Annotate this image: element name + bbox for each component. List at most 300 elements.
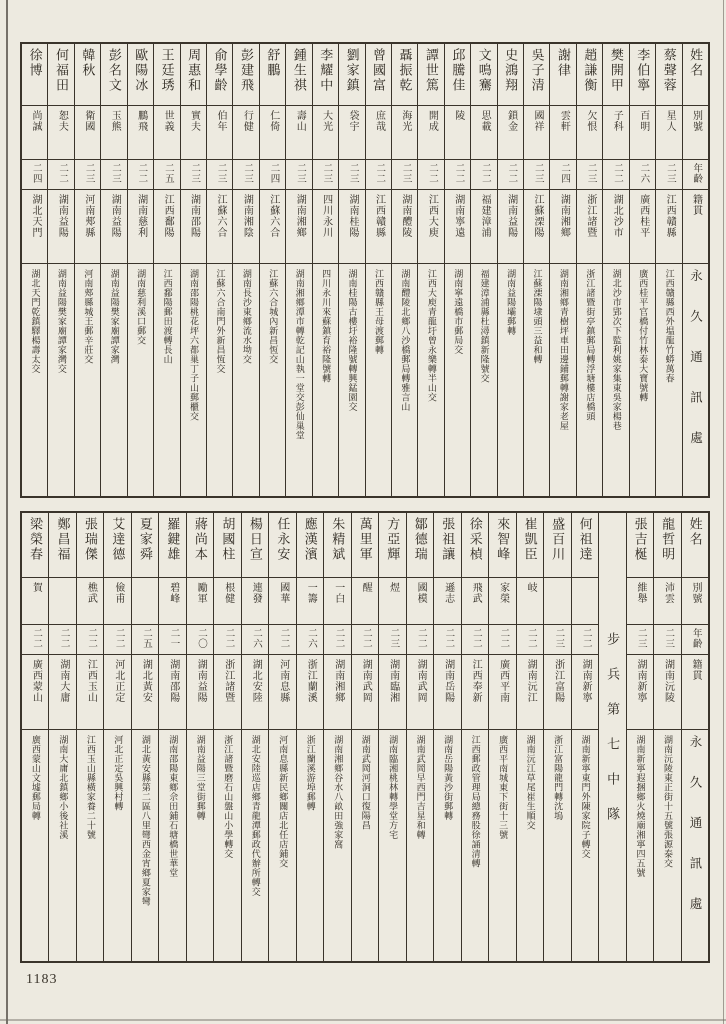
- person-alias-text: 雲軒: [558, 110, 570, 132]
- page-number: 1183: [26, 972, 58, 987]
- person-age: [392, 160, 417, 190]
- person-address: [627, 730, 653, 961]
- person-column: [286, 44, 312, 496]
- person-name: [392, 44, 417, 106]
- person-age-text: 二三: [388, 628, 399, 649]
- person-address-text: 廣西桂平官橋付竹林泰大寶號轉: [638, 269, 649, 402]
- person-name: [379, 513, 405, 578]
- person-native-text: 湖南益陽: [505, 194, 517, 238]
- person-alias: [104, 578, 130, 625]
- person-name-text: 崔凱臣: [522, 517, 538, 562]
- person-native-text: 江西鄱陽: [162, 194, 174, 238]
- person-age: [22, 625, 48, 655]
- person-name-text: 方亞輝: [385, 517, 401, 562]
- person-native-text: 湖南湘鄉: [558, 194, 570, 238]
- person-age: [550, 160, 575, 190]
- person-name-text: 趙謙衡: [582, 48, 598, 93]
- person-alias-text: 勵軍: [195, 582, 207, 604]
- person-name: [187, 513, 213, 578]
- person-address-text: 湖北天門乾鎮驛楊壽太交: [30, 269, 41, 374]
- person-address-text: 湖南邵陽東鄉佘田鋪石塘橋世華堂: [168, 735, 179, 878]
- person-address-text: 浙江富陽龍門轉沈塢: [553, 735, 564, 821]
- person-age: [49, 625, 75, 655]
- person-alias: [462, 578, 488, 625]
- person-age-text: 二二: [427, 163, 438, 184]
- person-alias: [434, 578, 460, 625]
- person-native: [418, 190, 443, 264]
- person-native: [434, 655, 460, 730]
- person-name-text: 劉家鎮: [344, 48, 360, 93]
- person-age-text: 二三: [400, 163, 411, 184]
- person-alias: [577, 106, 602, 160]
- person-name: [128, 44, 153, 106]
- person-column: [418, 44, 444, 496]
- person-name: [418, 44, 443, 106]
- person-address: [101, 264, 126, 496]
- person-alias-text: 世義: [162, 110, 174, 132]
- person-native: [379, 655, 405, 730]
- row-header-native: [682, 655, 708, 730]
- person-age-text: 二二: [113, 628, 124, 649]
- person-native: [214, 655, 240, 730]
- person-alias: [75, 106, 100, 160]
- person-alias-text: 庶哉: [373, 110, 385, 132]
- person-native: [269, 655, 295, 730]
- person-age: [418, 160, 443, 190]
- row-header-age-text: 年齡: [691, 163, 702, 184]
- person-address: [517, 730, 543, 961]
- person-native-text: 江蘇六合: [214, 194, 226, 238]
- person-address: [132, 730, 158, 961]
- person-alias: [572, 578, 598, 625]
- person-column: [352, 513, 379, 961]
- person-name-text: 譚世篤: [423, 48, 439, 93]
- row-header-native-text: 籍貫: [690, 194, 702, 216]
- person-address: [603, 264, 628, 496]
- person-age: [656, 160, 681, 190]
- person-native-text: 湖南湘鄉: [332, 659, 344, 703]
- person-name-text: 鍾生祺: [291, 48, 307, 93]
- person-address: [577, 264, 602, 496]
- person-name-text: 韓秋: [80, 48, 96, 78]
- person-age-text: 二二: [479, 163, 490, 184]
- person-name-text: 謝律: [556, 48, 571, 78]
- person-column: [654, 513, 681, 961]
- person-alias-text: 家榮: [497, 582, 509, 604]
- person-address: [630, 264, 655, 496]
- person-address-text: 湖南益陽壩郵轉: [506, 269, 517, 336]
- person-address-text: 湖南新寧東門外陳家院子轉交: [580, 735, 591, 859]
- person-name-text: 胡國柱: [220, 517, 236, 562]
- person-alias-text: 實夫: [188, 110, 200, 132]
- person-native-text: 湖南益陽: [109, 194, 121, 238]
- person-age-text: 二二: [415, 628, 426, 649]
- person-native: [48, 190, 73, 264]
- person-address: [313, 264, 338, 496]
- person-age: [154, 160, 179, 190]
- person-address-text: 廣西平南城東下街十三號: [498, 735, 509, 840]
- person-address: [544, 730, 570, 961]
- person-name: [297, 513, 323, 578]
- person-address-text: 河北正定吳興村轉: [113, 735, 124, 811]
- person-name: [577, 44, 602, 106]
- person-address-text: 河南郟縣城王郵辛莊交: [83, 269, 94, 364]
- person-native-text: 湖南醴陵: [399, 194, 411, 238]
- person-address: [154, 264, 179, 496]
- person-alias: [656, 106, 681, 160]
- person-address: [22, 264, 47, 496]
- person-name-text: 萬里軍: [357, 517, 373, 562]
- person-age: [233, 160, 258, 190]
- person-address-text: 湖北沙市郢次下監利姚家集東吳家楊巷: [611, 269, 622, 431]
- person-age-text: 二三: [242, 163, 253, 184]
- person-address: [49, 730, 75, 961]
- person-name: [154, 44, 179, 106]
- person-name: [242, 513, 268, 578]
- person-alias-text: 伯年: [214, 110, 226, 132]
- person-alias-text: 衛國: [82, 110, 94, 132]
- person-name: [324, 513, 350, 578]
- person-address-text: 江西贛縣西外塭龍竹蟒萬春: [664, 269, 675, 383]
- person-age: [101, 160, 126, 190]
- person-alias-text: 一白: [332, 582, 344, 604]
- person-column: [434, 513, 461, 961]
- person-alias-text: 尚誠: [29, 110, 41, 132]
- person-alias-text: 沛雲: [662, 582, 674, 604]
- person-age-text: 二二: [31, 628, 42, 649]
- person-address-text: 湖南益陽三堂街郵轉: [195, 735, 206, 821]
- person-native-text: 湖南岳陽: [442, 659, 454, 703]
- person-address-text: 浙江諸暨磨石山盤山小學轉交: [223, 735, 234, 859]
- person-native: [517, 655, 543, 730]
- person-native: [366, 190, 391, 264]
- person-age-text: 二三: [553, 628, 564, 649]
- person-age-text: 二二: [57, 163, 68, 184]
- person-name-text: 應漢濱: [302, 517, 318, 562]
- person-age: [366, 160, 391, 190]
- person-age-text: 二三: [664, 163, 675, 184]
- person-name: [434, 513, 460, 578]
- person-age-text: 二三: [635, 628, 646, 649]
- person-name-text: 羅鍵雄: [165, 517, 181, 562]
- person-alias-text: 子科: [611, 110, 623, 132]
- person-name-text: 盛百川: [550, 517, 566, 562]
- person-address: [379, 730, 405, 961]
- person-address: [352, 730, 378, 961]
- person-name-text: 舒鵬: [265, 48, 281, 78]
- person-alias: [22, 578, 48, 625]
- person-age: [603, 160, 628, 190]
- person-name-text: 吳子清: [529, 48, 545, 93]
- person-age-text: 二二: [223, 628, 234, 649]
- person-native: [352, 655, 378, 730]
- person-age: [654, 625, 680, 655]
- person-address: [324, 730, 350, 961]
- scan-edge-bottom: [0, 1019, 726, 1021]
- person-name: [572, 513, 598, 578]
- person-age-text: 二二: [443, 628, 454, 649]
- row-header-address-text: 永久通訊處: [688, 735, 702, 938]
- person-alias: [544, 578, 570, 625]
- person-name-text: 蔡聲蓉: [661, 48, 677, 93]
- person-address: [339, 264, 364, 496]
- person-name: [656, 44, 681, 106]
- person-native-text: 湖南益陽: [56, 194, 68, 238]
- person-alias: [128, 106, 153, 160]
- person-alias: [297, 578, 323, 625]
- person-column: [517, 513, 544, 961]
- person-name: [286, 44, 311, 106]
- person-age-text: 二三: [189, 163, 200, 184]
- person-age-text: 二三: [585, 163, 596, 184]
- person-native-text: 湖南邵陽: [188, 194, 200, 238]
- person-age: [339, 160, 364, 190]
- person-name: [339, 44, 364, 106]
- person-age-text: 二二: [470, 628, 481, 649]
- person-column: [75, 44, 101, 496]
- person-address-text: 湖北安陸巡店鄉青龍潭郵政代辦所轉交: [250, 735, 261, 897]
- person-native-text: 福建漳浦: [479, 194, 491, 238]
- person-name: [544, 513, 570, 578]
- person-native-text: 江西玉山: [85, 659, 97, 703]
- person-age: [517, 625, 543, 655]
- person-alias: [242, 578, 268, 625]
- person-address: [445, 264, 470, 496]
- person-native: [260, 190, 285, 264]
- person-column: [489, 513, 516, 961]
- row-header-name: [683, 44, 708, 106]
- person-native-text: 湖南臨湘: [387, 659, 399, 703]
- row-header-address: [683, 264, 708, 496]
- person-alias: [630, 106, 655, 160]
- person-alias: [101, 106, 126, 160]
- person-alias-text: 鵬飛: [135, 110, 147, 132]
- person-alias: [214, 578, 240, 625]
- person-native: [498, 190, 523, 264]
- person-address: [214, 730, 240, 961]
- person-native: [630, 190, 655, 264]
- person-address: [75, 264, 100, 496]
- person-native: [524, 190, 549, 264]
- person-address: [550, 264, 575, 496]
- person-name-text: 張吉梴: [632, 517, 648, 562]
- person-address: [104, 730, 130, 961]
- person-name-text: 龍哲明: [660, 517, 676, 562]
- scan-edge-right: [723, 0, 724, 1024]
- person-alias-text: 連發: [250, 582, 262, 604]
- row-header-column: [683, 44, 708, 496]
- person-age: [207, 160, 232, 190]
- person-address-text: 河南息縣新民鄉關店北任店鋪交: [278, 735, 289, 868]
- person-alias-text: 仁倚: [267, 110, 279, 132]
- person-column: [104, 513, 131, 961]
- person-address: [366, 264, 391, 496]
- person-native-text: 江蘇溧陽: [532, 194, 543, 238]
- person-alias-text: 維舉: [635, 582, 647, 604]
- person-age: [489, 625, 515, 655]
- row-header-age-text: 年齡: [690, 628, 701, 649]
- person-age: [22, 160, 47, 190]
- person-alias-text: 恕夫: [56, 110, 68, 132]
- person-native: [242, 655, 268, 730]
- person-native-text: 浙江富陽: [552, 659, 564, 703]
- person-column: [132, 513, 159, 961]
- person-address: [159, 730, 185, 961]
- person-name-text: 張祖讓: [440, 517, 456, 562]
- person-name-text: 艾達德: [110, 517, 126, 562]
- person-native: [297, 655, 323, 730]
- person-native-text: 浙江諸暨: [222, 659, 234, 703]
- person-native-text: 江西贛縣: [664, 194, 676, 238]
- person-column: [22, 513, 49, 961]
- person-name-text: 李伯寧: [635, 48, 651, 93]
- person-native-text: 湖南新寧: [580, 659, 592, 703]
- row-header-alias-text: 別號: [690, 582, 701, 604]
- person-native-text: 湖北黃安: [140, 659, 152, 703]
- person-alias: [233, 106, 258, 160]
- person-native: [132, 655, 158, 730]
- row-header-name-text: 姓名: [687, 517, 703, 547]
- person-alias-text: 儉甫: [112, 582, 124, 604]
- person-native-text: 湖北安陸: [250, 659, 262, 703]
- person-name: [517, 513, 543, 578]
- person-alias: [22, 106, 47, 160]
- person-native: [187, 655, 213, 730]
- person-native: [128, 190, 153, 264]
- person-native: [656, 190, 681, 264]
- person-age: [242, 625, 268, 655]
- person-name-text: 彭建飛: [238, 48, 254, 93]
- person-age-text: 二二: [278, 628, 289, 649]
- person-age: [214, 625, 240, 655]
- person-address-text: 湖南沅江草尾崔生順交: [525, 735, 536, 830]
- person-age-text: 二二: [360, 628, 371, 649]
- row-header-address-text: 永久通訊處: [688, 269, 703, 472]
- row-header-alias: [682, 578, 708, 625]
- person-age: [445, 160, 470, 190]
- person-address-text: 湖南湘鄉谷水八畝田強家窩: [333, 735, 344, 849]
- person-address-text: 江西贛縣王母渡郵轉: [373, 269, 384, 355]
- person-native: [313, 190, 338, 264]
- person-name: [630, 44, 655, 106]
- person-address-text: 江蘇六合城內新昌恆交: [268, 269, 279, 364]
- person-address-text: 湖南大庸北鎮鄉小後社溪: [58, 735, 69, 840]
- person-native: [77, 655, 103, 730]
- person-alias: [48, 106, 73, 160]
- person-age-text: 二三: [347, 163, 358, 184]
- person-column: [214, 513, 241, 961]
- person-column: [471, 44, 497, 496]
- person-column: [656, 44, 682, 496]
- person-native-text: 湖北天門: [29, 194, 41, 238]
- person-age-text: 二二: [506, 163, 517, 184]
- person-name-text: 任永安: [275, 517, 291, 562]
- person-name: [22, 513, 48, 578]
- person-name-text: 樊開甲: [608, 48, 624, 93]
- person-age: [260, 160, 285, 190]
- person-name-text: 張瑞傑: [82, 517, 98, 562]
- person-native-text: 河南息縣: [277, 659, 289, 703]
- person-name: [101, 44, 126, 106]
- person-address-text: 浙江蘭溪游埠郵轉: [305, 735, 316, 811]
- person-name: [524, 44, 549, 106]
- person-age-text: 二二: [86, 628, 97, 649]
- person-native: [207, 190, 232, 264]
- person-name: [104, 513, 130, 578]
- person-native: [159, 655, 185, 730]
- person-alias-text: 飛武: [470, 582, 482, 604]
- person-column: [181, 44, 207, 496]
- row-header-alias: [683, 106, 708, 160]
- person-name: [550, 44, 575, 106]
- person-alias: [407, 578, 433, 625]
- person-name: [352, 513, 378, 578]
- person-column: [154, 44, 180, 496]
- person-native-text: 湖南大庸: [57, 659, 69, 703]
- person-alias-text: 鎖金: [505, 110, 517, 132]
- row-header-native-text: 籍貫: [690, 659, 701, 681]
- person-alias: [187, 578, 213, 625]
- person-alias-text: 百明: [637, 110, 649, 132]
- person-column: [324, 513, 351, 961]
- person-alias: [366, 106, 391, 160]
- person-alias: [269, 578, 295, 625]
- person-address-text: 湖北黃安縣第二區八里彎西金宵鄉夏家彎: [140, 735, 151, 906]
- person-column: [159, 513, 186, 961]
- person-address: [418, 264, 443, 496]
- person-address-text: 江蘇六合南門外新昌恆交: [215, 269, 226, 374]
- person-name: [269, 513, 295, 578]
- person-alias-text: 思載: [479, 110, 491, 132]
- person-alias-text: 根健: [222, 582, 234, 604]
- person-alias: [550, 106, 575, 160]
- person-native-text: 湖南沅陵: [662, 659, 674, 703]
- person-name-text: 來智峰: [495, 517, 511, 562]
- person-name-text: 何祖達: [577, 517, 593, 562]
- person-column: [603, 44, 629, 496]
- person-name-text: 何福田: [53, 48, 69, 93]
- person-age-text: 二二: [333, 628, 344, 649]
- person-column: [544, 513, 571, 961]
- person-column: [48, 44, 74, 496]
- person-name: [627, 513, 653, 578]
- person-alias-text: 星人: [664, 110, 676, 132]
- person-age: [407, 625, 433, 655]
- person-age: [159, 625, 185, 655]
- person-address-text: 福建漳浦縣杜潯鎮新隆號交: [479, 269, 490, 383]
- roster-table-bottom: [20, 511, 710, 963]
- person-native-text: 河北正定: [112, 659, 124, 703]
- person-alias-text: 大光: [320, 110, 332, 132]
- person-address: [462, 730, 488, 961]
- person-address-text: 湖南醴陵北鄉八沙橋郵局轉雅言山: [400, 269, 411, 412]
- person-age-text: 二二: [374, 163, 385, 184]
- person-address: [656, 264, 681, 496]
- person-name: [313, 44, 338, 106]
- person-age-text: 二三: [109, 163, 120, 184]
- person-name-text: 楊日宣: [247, 517, 263, 562]
- person-name: [214, 513, 240, 578]
- person-native-text: 廣西平南: [497, 659, 509, 703]
- person-address: [128, 264, 153, 496]
- person-name: [159, 513, 185, 578]
- person-age: [524, 160, 549, 190]
- person-address: [572, 730, 598, 961]
- person-name-text: 俞學齡: [212, 48, 228, 93]
- person-address: [269, 730, 295, 961]
- person-name: [49, 513, 75, 578]
- person-address-text: 湖南邵陽桃花坪六都巢丁子山郵櫃交: [189, 269, 200, 421]
